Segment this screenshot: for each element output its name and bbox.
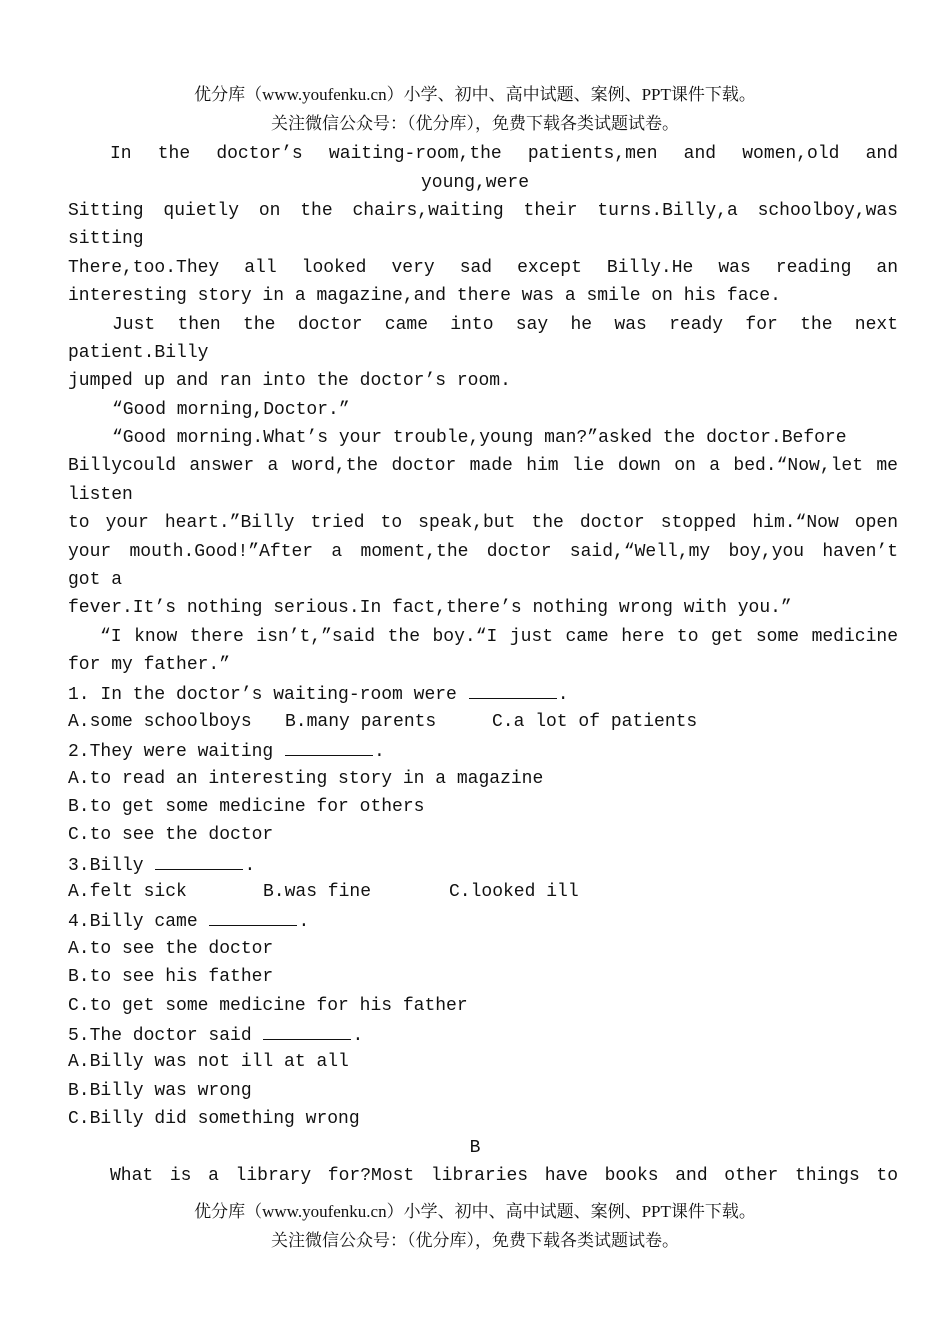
passage-line: Sitting quietly on the chairs,waiting their turns.Billy,a schoolboy,was [68, 201, 898, 221]
answer-blank [469, 681, 557, 699]
option-a: A.to see the doctor [68, 939, 274, 959]
question-end: . [298, 912, 310, 932]
passage-line: patient.Billy [68, 343, 209, 363]
option-row [68, 880, 898, 904]
question-text: 4.Billy came [68, 912, 198, 932]
question-stem [68, 681, 898, 707]
passage-line: There,too.They all looked very sad except Billy.He was reading an [68, 258, 898, 278]
question-stem [68, 852, 898, 878]
option-b: B.to see his father [68, 967, 274, 987]
option-b: B.many parents [285, 712, 437, 732]
section-b-heading: B [469, 1138, 481, 1158]
passage-line: to your heart.”Billy tried to speak,but the doctor stopped him.“Now open [68, 513, 898, 533]
passage-line: “Good morning,Doctor.” [112, 400, 350, 420]
answer-blank [263, 1022, 351, 1040]
passage-line: got a [68, 570, 123, 590]
question-stem [68, 738, 898, 764]
question-end: . [244, 856, 256, 876]
option-b: B.was fine [263, 882, 372, 902]
option-a: A.felt sick [68, 882, 187, 902]
passage-line: young,were [420, 173, 530, 193]
option-row [68, 710, 898, 734]
passage-line: “I know there isn’t,”said the boy.“I just came here to get some medicine [100, 627, 898, 647]
answer-blank [209, 908, 297, 926]
passage-line: Just then the doctor came into say he was ready for the next [112, 315, 898, 335]
passage-line: for my father.” [68, 655, 231, 675]
passage-line: your mouth.Good!”After a moment,the doctor said,“Well,my boy,you haven’t [68, 542, 898, 562]
section-b-first-line: What is a library for?Most libraries have books and other things to [110, 1166, 898, 1186]
option-b: B.Billy was wrong [68, 1081, 252, 1101]
option-a: A.to read an interesting story in a magazine [68, 769, 544, 789]
question-end: . [374, 742, 385, 762]
question-stem [68, 1022, 898, 1048]
passage-line: “Good morning.What’s your trouble,young man?”asked the doctor.Before [112, 428, 847, 448]
option-c: C.a lot of patients [492, 712, 698, 732]
option-a: A.some schoolboys [68, 712, 252, 732]
passage-line: listen [68, 485, 133, 505]
passage-line: jumped up and ran into the doctor’s room. [68, 371, 511, 391]
passage-line: interesting story in a magazine,and there was a smile on his face. [68, 286, 781, 306]
question-end: . [557, 685, 569, 705]
option-b: B.to get some medicine for others [68, 797, 425, 817]
option-c: C.looked ill [449, 882, 579, 902]
option-a: A.Billy was not ill at all [68, 1052, 349, 1072]
footer-line-2: 关注微信公众号：（优分库），免费下载各类试题试卷。 [271, 1231, 679, 1250]
answer-blank [155, 852, 243, 870]
header-line-2: 关注微信公众号：（优分库），免费下载各类试题试卷。 [271, 114, 679, 133]
option-c: C.Billy did something wrong [68, 1109, 360, 1129]
header-line-1: 优分库（www.youfenku.cn）小学、初中、高中试题、案例、PPT课件下载。 [194, 85, 756, 104]
passage-line: In the doctor’s waiting-room,the patients,men and women,old and [110, 144, 898, 164]
passage-line: Billycould answer a word,the doctor made him lie down on a bed.“Now,let me [68, 456, 898, 476]
question-text: 3.Billy [68, 856, 144, 876]
passage-line: fever.It’s nothing serious.In fact,there’s nothing wrong with you.” [68, 598, 792, 618]
question-stem [68, 908, 898, 934]
question-end: . [352, 1026, 364, 1046]
footer-line-1: 优分库（www.youfenku.cn）小学、初中、高中试题、案例、PPT课件下载。 [194, 1202, 756, 1221]
question-text: 5.The doctor said [68, 1026, 252, 1046]
option-c: C.to see the doctor [68, 825, 274, 845]
passage-line: sitting [68, 229, 144, 249]
question-text: 1. In the doctor’s waiting-room were [68, 685, 457, 705]
answer-blank [285, 738, 373, 756]
question-text: 2.They were waiting [68, 742, 274, 762]
option-c: C.to get some medicine for his father [68, 996, 468, 1016]
